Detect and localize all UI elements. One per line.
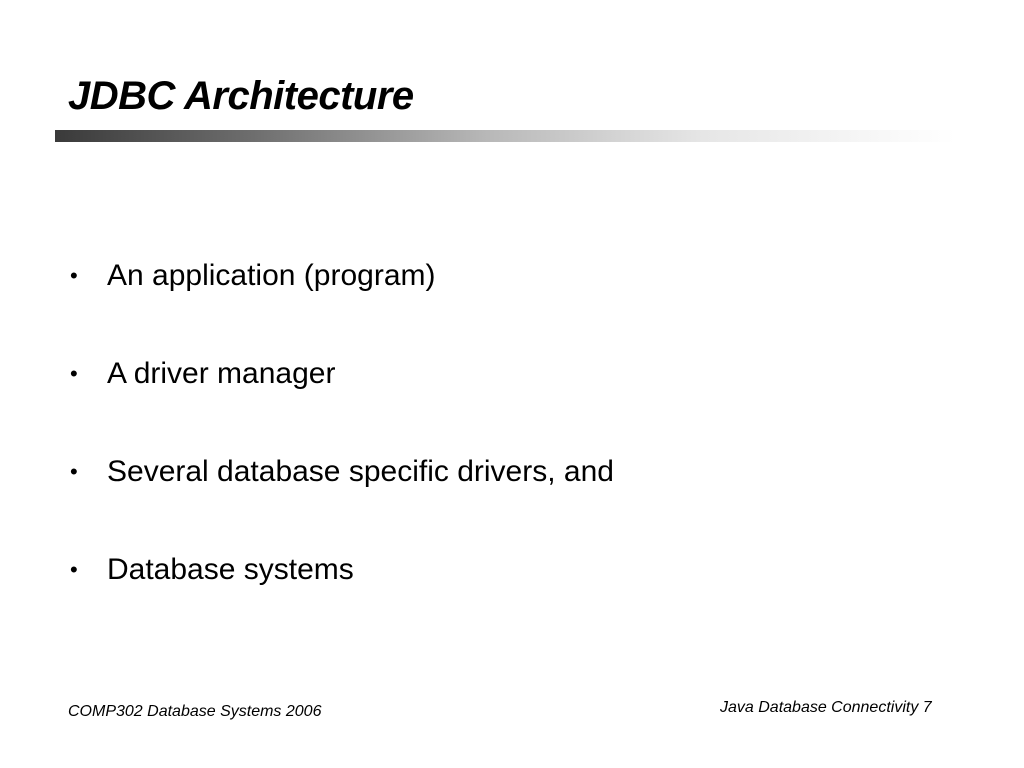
footer-slide-info: Java Database Connectivity 7: [720, 699, 932, 716]
bullet-dot-icon: •: [70, 557, 78, 582]
bullet-text: Database systems: [107, 553, 354, 586]
title-divider: [55, 130, 955, 142]
bullet-dot-icon: •: [70, 459, 78, 484]
bullet-dot-icon: •: [70, 263, 78, 288]
slide-title: JDBC Architecture: [68, 74, 414, 118]
bullet-text: A driver manager: [107, 357, 336, 390]
bullet-text: An application (program): [107, 259, 436, 292]
footer-course: COMP302 Database Systems 2006: [68, 703, 322, 720]
bullet-dot-icon: •: [70, 361, 78, 386]
bullet-text: Several database specific drivers, and: [107, 455, 614, 488]
